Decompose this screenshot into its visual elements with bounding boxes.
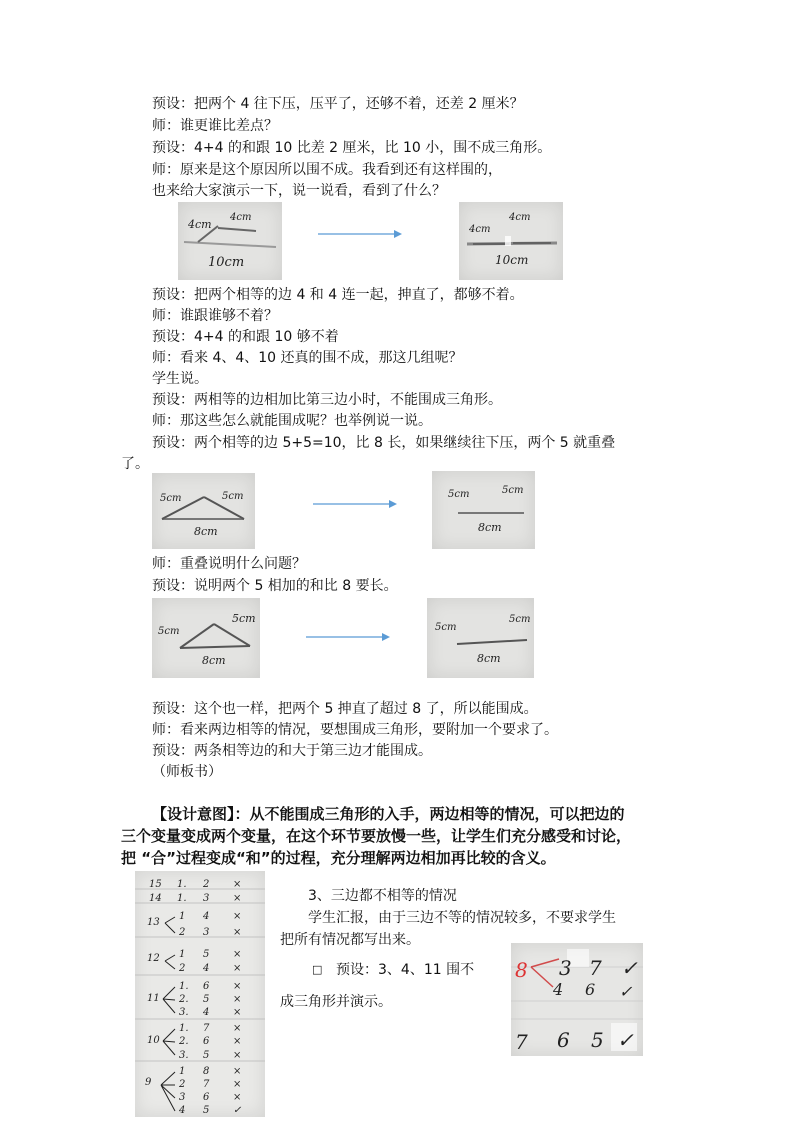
svg-text:4: 4	[203, 911, 210, 922]
svg-text:7: 7	[203, 1079, 210, 1090]
svg-text:7: 7	[203, 1023, 210, 1034]
photo-triangle-5-5-8-b	[152, 598, 260, 678]
svg-text:2: 2	[179, 963, 186, 974]
svg-text:8cm: 8cm	[194, 525, 218, 538]
svg-text:15: 15	[149, 879, 162, 890]
svg-text:2: 2	[179, 1079, 186, 1090]
text-line: 预设：把两个相等的边 4 和 4 连一起，抻直了，都够不着。	[152, 287, 524, 303]
text-line: 预设：两个相等的边 5+5=10，比 8 长，如果继续往下压，两个 5 就重叠	[152, 435, 616, 451]
svg-text:×: ×	[233, 1023, 242, 1034]
svg-text:6: 6	[585, 980, 596, 999]
svg-text:5cm: 5cm	[222, 491, 244, 502]
text-line: 预设：两相等的边相加比第三边小时，不能围成三角形。	[152, 392, 502, 408]
svg-text:7: 7	[589, 956, 602, 980]
svg-text:5cm: 5cm	[435, 622, 457, 633]
svg-text:1.: 1.	[177, 893, 187, 904]
svg-text:4cm: 4cm	[230, 212, 252, 223]
svg-text:5cm: 5cm	[502, 485, 524, 496]
text-line: 师：原来是这个原因所以围不成。我看到还有这样围的，	[152, 162, 502, 178]
section-title: 3、三边都不相等的情况	[308, 888, 457, 904]
design-intent-line: 把 “合”过程变成“和”的过程，充分理解两边相加再比较的含义。	[121, 849, 556, 867]
svg-text:×: ×	[233, 911, 242, 922]
text-line: 师：重叠说明什么问题？	[152, 556, 306, 572]
svg-text:5cm: 5cm	[509, 614, 531, 625]
text-line: 师：看来两边相等的情况，要想围成三角形，要附加一个要求了。	[152, 722, 558, 738]
board-photo	[511, 943, 643, 1056]
svg-text:9: 9	[145, 1077, 152, 1088]
svg-text:5: 5	[203, 1050, 210, 1061]
svg-text:×: ×	[233, 981, 242, 992]
svg-text:1: 1	[179, 1066, 186, 1077]
text-line: 预设：3、4、11 围不	[336, 962, 475, 978]
svg-text:6: 6	[203, 1036, 210, 1047]
svg-text:×: ×	[233, 893, 242, 904]
bullet-icon: □	[312, 963, 323, 976]
svg-text:10cm: 10cm	[208, 255, 245, 270]
text-line: 师：谁更谁比差点？	[152, 118, 278, 134]
svg-text:2: 2	[179, 927, 186, 938]
svg-text:8cm: 8cm	[478, 521, 502, 534]
text-line: 预设：4+4 的和跟 10 够不着	[152, 329, 339, 345]
svg-text:×: ×	[233, 1079, 242, 1090]
svg-text:×: ×	[233, 1066, 242, 1077]
svg-text:2.: 2.	[179, 994, 189, 1005]
svg-text:3: 3	[203, 927, 210, 938]
svg-text:5: 5	[591, 1028, 604, 1052]
photo-straw-4-4-10-straight	[459, 202, 563, 280]
svg-text:×: ×	[233, 879, 242, 890]
text-line: 师：谁跟谁够不着？	[152, 308, 278, 324]
svg-text:6: 6	[203, 981, 210, 992]
svg-text:8cm: 8cm	[477, 652, 501, 665]
svg-text:×: ×	[233, 1036, 242, 1047]
svg-text:8: 8	[203, 1066, 210, 1077]
text-line: 成三角形并演示。	[280, 994, 392, 1010]
svg-text:✓: ✓	[233, 1105, 242, 1116]
svg-text:1: 1	[179, 949, 186, 960]
svg-text:3.: 3.	[179, 1007, 189, 1018]
svg-text:5: 5	[203, 994, 210, 1005]
svg-text:1.: 1.	[177, 879, 187, 890]
svg-text:5: 5	[203, 949, 210, 960]
svg-text:8: 8	[515, 958, 528, 982]
svg-text:1.: 1.	[179, 981, 189, 992]
text-line: 师：看来 4、4、10 还真的围不成，那这几组呢？	[152, 350, 463, 366]
text-line: （师板书）	[152, 764, 222, 780]
svg-text:7: 7	[515, 1030, 528, 1054]
text-line: 学生说。	[152, 371, 208, 387]
svg-text:10cm: 10cm	[495, 253, 529, 267]
text-line: 了。	[121, 456, 149, 472]
text-line: 预设：这个也一样，把两个 5 抻直了超过 8 了，所以能围成。	[152, 701, 538, 717]
text-line: 学生汇报，由于三边不等的情况较多，不要求学生	[308, 910, 616, 926]
svg-text:4cm: 4cm	[469, 224, 491, 235]
svg-text:4: 4	[203, 963, 210, 974]
svg-text:3: 3	[179, 1092, 186, 1103]
svg-text:5cm: 5cm	[232, 612, 256, 625]
svg-text:×: ×	[233, 1007, 242, 1018]
photo-straw-5-5-8-straight	[432, 471, 535, 549]
svg-text:4: 4	[203, 1007, 210, 1018]
svg-text:×: ×	[233, 994, 242, 1005]
text-line: 预设：说明两个 5 相加的和比 8 要长。	[152, 578, 398, 594]
svg-text:×: ×	[233, 963, 242, 974]
svg-text:×: ×	[233, 1050, 242, 1061]
svg-text:4cm: 4cm	[188, 218, 212, 231]
svg-text:13: 13	[147, 917, 160, 928]
svg-text:3: 3	[203, 893, 210, 904]
svg-text:✓: ✓	[621, 956, 638, 980]
svg-text:6: 6	[203, 1092, 210, 1103]
svg-text:8cm: 8cm	[202, 654, 226, 667]
text-line: 预设：把两个 4 往下压，压平了，还够不着，还差 2 厘米？	[152, 96, 524, 112]
svg-text:4cm: 4cm	[509, 212, 531, 223]
svg-text:✓: ✓	[619, 982, 633, 1001]
svg-text:1: 1	[179, 911, 186, 922]
svg-text:14: 14	[149, 893, 162, 904]
text-line: 也来给大家演示一下，说一说看，看到了什么？	[152, 183, 446, 199]
worksheet-photo	[135, 871, 265, 1117]
svg-text:×: ×	[233, 949, 242, 960]
svg-text:4: 4	[179, 1105, 186, 1116]
text-line: 预设：4+4 的和跟 10 比差 2 厘米，比 10 小，围不成三角形。	[152, 140, 552, 156]
svg-text:3.: 3.	[179, 1050, 189, 1061]
arrow-icon	[318, 228, 402, 240]
svg-text:5cm: 5cm	[158, 626, 180, 637]
svg-text:2: 2	[203, 879, 210, 890]
design-intent-line: 【设计意图】：从不能围成三角形的入手，两边相等的情况，可以把边的	[152, 805, 625, 823]
svg-text:3: 3	[559, 956, 572, 980]
svg-text:5: 5	[203, 1105, 210, 1116]
svg-text:10: 10	[147, 1035, 160, 1046]
svg-text:1.: 1.	[179, 1023, 189, 1034]
svg-text:6: 6	[557, 1028, 570, 1052]
svg-text:✓: ✓	[617, 1028, 634, 1052]
photo-straw-5-5-8-straight-b	[427, 598, 534, 678]
text-line: 预设：两条相等边的和大于第三边才能围成。	[152, 743, 432, 759]
svg-text:5cm: 5cm	[448, 489, 470, 500]
arrow-icon	[306, 631, 390, 643]
design-intent-line: 三个变量变成两个变量，在这个环节要放慢一些，让学生们充分感受和讨论，	[121, 827, 632, 845]
svg-text:12: 12	[147, 953, 160, 964]
text-line: 把所有情况都写出来。	[280, 932, 420, 948]
arrow-icon	[313, 498, 397, 510]
svg-text:5cm: 5cm	[160, 493, 182, 504]
svg-text:11: 11	[147, 993, 160, 1004]
svg-text:×: ×	[233, 927, 242, 938]
text-line: 师：那这些怎么就能围成呢？也举例说一说。	[152, 413, 432, 429]
svg-text:4: 4	[553, 980, 564, 999]
svg-text:×: ×	[233, 1092, 242, 1103]
svg-text:2.: 2.	[179, 1036, 189, 1047]
photo-triangle-5-5-8	[152, 473, 255, 549]
photo-straw-4-4-10-bent	[178, 202, 282, 280]
